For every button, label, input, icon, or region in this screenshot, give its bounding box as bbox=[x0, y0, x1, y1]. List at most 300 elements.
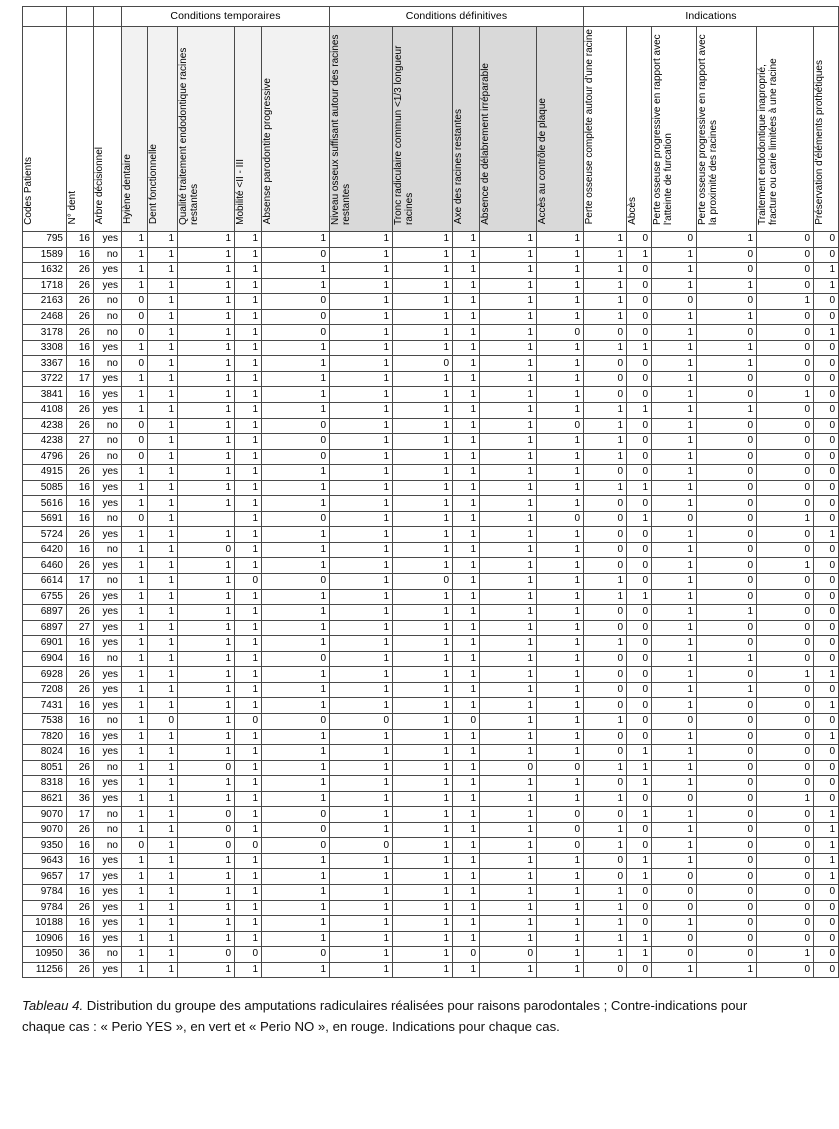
cell-condition: 1 bbox=[235, 542, 262, 558]
cell-decision-tree: no bbox=[94, 822, 122, 838]
cell-condition: 1 bbox=[537, 931, 584, 947]
cell-decision-tree: yes bbox=[94, 480, 122, 496]
cell-indication: 0 bbox=[697, 371, 757, 387]
cell-indication: 0 bbox=[814, 900, 839, 916]
cell-patient-code: 2468 bbox=[23, 309, 67, 325]
cell-condition: 1 bbox=[393, 263, 453, 279]
cell-condition: 1 bbox=[235, 745, 262, 761]
cell-indication: 0 bbox=[757, 356, 814, 372]
column-header-d4 bbox=[480, 27, 537, 232]
cell-indication: 1 bbox=[584, 884, 627, 900]
cell-decision-tree: yes bbox=[94, 496, 122, 512]
cell-indication: 0 bbox=[697, 418, 757, 434]
cell-condition: 0 bbox=[178, 822, 235, 838]
cell-condition: 1 bbox=[453, 620, 480, 636]
table-row bbox=[23, 869, 839, 885]
cell-patient-code: 4238 bbox=[23, 418, 67, 434]
cell-condition: 1 bbox=[148, 745, 178, 761]
cell-condition: 0 bbox=[178, 947, 235, 963]
cell-decision-tree: yes bbox=[94, 387, 122, 403]
table-row bbox=[23, 309, 839, 325]
cell-condition: 1 bbox=[148, 418, 178, 434]
caption-label: Tableau 4. bbox=[22, 998, 84, 1014]
cell-indication: 0 bbox=[757, 776, 814, 792]
cell-indication: 1 bbox=[814, 807, 839, 823]
cell-condition: 1 bbox=[453, 480, 480, 496]
cell-condition: 1 bbox=[330, 900, 393, 916]
cell-condition: 0 bbox=[262, 574, 330, 590]
cell-condition: 1 bbox=[537, 589, 584, 605]
cell-condition: 1 bbox=[178, 713, 235, 729]
cell-tooth-number: 16 bbox=[67, 931, 94, 947]
cell-condition: 1 bbox=[122, 371, 148, 387]
cell-condition: 1 bbox=[178, 371, 235, 387]
cell-condition: 1 bbox=[537, 232, 584, 248]
table-row bbox=[23, 791, 839, 807]
cell-condition: 1 bbox=[537, 496, 584, 512]
cell-condition: 1 bbox=[235, 294, 262, 310]
cell-condition: 0 bbox=[235, 838, 262, 854]
cell-indication: 0 bbox=[584, 325, 627, 341]
cell-condition: 1 bbox=[330, 542, 393, 558]
cell-indication: 1 bbox=[697, 651, 757, 667]
cell-condition: 1 bbox=[330, 620, 393, 636]
column-header-label: Niveau osseux suffisant autour des racines restantes bbox=[330, 34, 353, 225]
cell-indication: 0 bbox=[652, 947, 697, 963]
cell-condition: 1 bbox=[262, 931, 330, 947]
cell-condition: 1 bbox=[480, 776, 537, 792]
cell-decision-tree: yes bbox=[94, 403, 122, 419]
cell-condition: 1 bbox=[235, 884, 262, 900]
column-header-i3 bbox=[652, 27, 697, 232]
cell-condition: 1 bbox=[235, 356, 262, 372]
cell-condition: 1 bbox=[480, 651, 537, 667]
cell-decision-tree: no bbox=[94, 449, 122, 465]
table-row bbox=[23, 356, 839, 372]
cell-condition: 1 bbox=[148, 309, 178, 325]
cell-condition: 1 bbox=[480, 403, 537, 419]
cell-indication: 0 bbox=[757, 729, 814, 745]
cell-condition: 1 bbox=[453, 589, 480, 605]
cell-condition: 1 bbox=[453, 340, 480, 356]
cell-indication: 1 bbox=[584, 900, 627, 916]
table-row bbox=[23, 418, 839, 434]
cell-indication: 1 bbox=[652, 620, 697, 636]
cell-condition: 1 bbox=[453, 884, 480, 900]
cell-indication: 1 bbox=[627, 340, 652, 356]
cell-tooth-number: 17 bbox=[67, 574, 94, 590]
cell-decision-tree: no bbox=[94, 713, 122, 729]
cell-condition: 1 bbox=[148, 651, 178, 667]
cell-condition: 1 bbox=[148, 729, 178, 745]
cell-indication: 1 bbox=[584, 822, 627, 838]
cell-condition: 1 bbox=[178, 589, 235, 605]
cell-indication: 0 bbox=[697, 667, 757, 683]
cell-condition: 1 bbox=[178, 916, 235, 932]
cell-condition: 1 bbox=[393, 962, 453, 978]
cell-condition: 1 bbox=[235, 791, 262, 807]
cell-condition: 1 bbox=[148, 278, 178, 294]
table-row bbox=[23, 776, 839, 792]
cell-patient-code: 7208 bbox=[23, 682, 67, 698]
column-header-row bbox=[23, 27, 839, 232]
cell-tooth-number: 26 bbox=[67, 294, 94, 310]
cell-indication: 1 bbox=[584, 947, 627, 963]
cell-condition: 1 bbox=[148, 931, 178, 947]
cell-condition: 1 bbox=[393, 418, 453, 434]
cell-condition: 1 bbox=[330, 884, 393, 900]
cell-indication: 1 bbox=[652, 745, 697, 761]
cell-indication: 0 bbox=[697, 776, 757, 792]
cell-condition: 1 bbox=[330, 465, 393, 481]
cell-condition: 0 bbox=[262, 449, 330, 465]
cell-patient-code: 6928 bbox=[23, 667, 67, 683]
cell-indication: 0 bbox=[697, 496, 757, 512]
cell-condition: 1 bbox=[235, 807, 262, 823]
cell-indication: 1 bbox=[584, 434, 627, 450]
cell-condition: 1 bbox=[453, 449, 480, 465]
cell-indication: 0 bbox=[584, 496, 627, 512]
cell-condition: 1 bbox=[393, 387, 453, 403]
cell-condition: 1 bbox=[178, 574, 235, 590]
cell-indication: 0 bbox=[757, 403, 814, 419]
cell-indication: 0 bbox=[814, 636, 839, 652]
cell-condition: 1 bbox=[178, 340, 235, 356]
cell-indication: 1 bbox=[652, 760, 697, 776]
cell-condition: 1 bbox=[480, 822, 537, 838]
cell-decision-tree: yes bbox=[94, 340, 122, 356]
cell-indication: 0 bbox=[814, 589, 839, 605]
cell-condition: 1 bbox=[393, 511, 453, 527]
table-body bbox=[23, 232, 839, 978]
cell-condition: 1 bbox=[262, 371, 330, 387]
cell-condition: 1 bbox=[537, 853, 584, 869]
cell-indication: 0 bbox=[757, 232, 814, 248]
cell-condition: 1 bbox=[122, 962, 148, 978]
cell-indication: 0 bbox=[814, 403, 839, 419]
cell-condition: 1 bbox=[148, 247, 178, 263]
cell-condition: 1 bbox=[235, 853, 262, 869]
cell-indication: 1 bbox=[584, 278, 627, 294]
cell-patient-code: 8621 bbox=[23, 791, 67, 807]
column-header-label: Absence de délabrement irréparable bbox=[480, 62, 491, 225]
cell-indication: 1 bbox=[652, 807, 697, 823]
cell-indication: 1 bbox=[697, 232, 757, 248]
table-row bbox=[23, 962, 839, 978]
cell-condition: 1 bbox=[330, 698, 393, 714]
cell-indication: 1 bbox=[627, 247, 652, 263]
cell-condition: 1 bbox=[148, 667, 178, 683]
column-header-label: Arbre décisionnel bbox=[94, 147, 105, 225]
cell-condition: 1 bbox=[393, 247, 453, 263]
cell-indication: 1 bbox=[584, 480, 627, 496]
cell-condition: 1 bbox=[480, 916, 537, 932]
cell-decision-tree: yes bbox=[94, 698, 122, 714]
cell-condition: 0 bbox=[122, 309, 148, 325]
cell-decision-tree: no bbox=[94, 418, 122, 434]
cell-indication: 0 bbox=[814, 620, 839, 636]
cell-condition: 1 bbox=[262, 729, 330, 745]
cell-tooth-number: 16 bbox=[67, 729, 94, 745]
cell-tooth-number: 26 bbox=[67, 325, 94, 341]
cell-condition: 0 bbox=[537, 838, 584, 854]
cell-condition: 1 bbox=[122, 916, 148, 932]
cell-condition: 1 bbox=[122, 667, 148, 683]
cell-condition: 1 bbox=[178, 527, 235, 543]
cell-indication: 1 bbox=[627, 931, 652, 947]
cell-indication: 0 bbox=[627, 636, 652, 652]
cell-condition: 1 bbox=[480, 791, 537, 807]
cell-indication: 0 bbox=[697, 511, 757, 527]
cell-decision-tree: yes bbox=[94, 465, 122, 481]
cell-decision-tree: yes bbox=[94, 682, 122, 698]
cell-condition: 1 bbox=[178, 931, 235, 947]
cell-condition: 1 bbox=[178, 620, 235, 636]
cell-condition: 0 bbox=[122, 449, 148, 465]
cell-condition: 1 bbox=[393, 931, 453, 947]
cell-condition: 0 bbox=[262, 947, 330, 963]
cell-condition: 0 bbox=[122, 356, 148, 372]
cell-tooth-number: 26 bbox=[67, 682, 94, 698]
cell-condition: 1 bbox=[262, 527, 330, 543]
cell-condition: 1 bbox=[453, 698, 480, 714]
cell-indication: 1 bbox=[584, 931, 627, 947]
cell-indication: 0 bbox=[814, 651, 839, 667]
cell-indication: 1 bbox=[627, 589, 652, 605]
cell-indication: 0 bbox=[814, 947, 839, 963]
cell-condition: 1 bbox=[393, 434, 453, 450]
cell-condition: 1 bbox=[330, 745, 393, 761]
cell-indication: 0 bbox=[584, 387, 627, 403]
column-header-label: Perte osseuse progressive en rapport avec la proximité des racines bbox=[697, 33, 720, 225]
cell-indication: 0 bbox=[697, 387, 757, 403]
cell-condition: 1 bbox=[393, 309, 453, 325]
cell-condition: 1 bbox=[537, 729, 584, 745]
table-row bbox=[23, 278, 839, 294]
cell-condition: 0 bbox=[262, 807, 330, 823]
cell-condition: 1 bbox=[148, 542, 178, 558]
cell-indication: 0 bbox=[757, 480, 814, 496]
cell-tooth-number: 16 bbox=[67, 387, 94, 403]
cell-patient-code: 9784 bbox=[23, 884, 67, 900]
cell-indication: 0 bbox=[627, 278, 652, 294]
cell-condition: 1 bbox=[330, 496, 393, 512]
cell-condition: 1 bbox=[235, 480, 262, 496]
cell-indication: 0 bbox=[697, 822, 757, 838]
cell-condition: 1 bbox=[148, 791, 178, 807]
cell-condition: 1 bbox=[453, 760, 480, 776]
cell-patient-code: 8024 bbox=[23, 745, 67, 761]
cell-indication: 0 bbox=[652, 869, 697, 885]
cell-condition: 1 bbox=[148, 574, 178, 590]
column-header-i4 bbox=[697, 27, 757, 232]
cell-condition: 1 bbox=[262, 558, 330, 574]
cell-condition: 1 bbox=[148, 822, 178, 838]
cell-indication: 0 bbox=[814, 247, 839, 263]
cell-condition: 1 bbox=[480, 807, 537, 823]
cell-indication: 0 bbox=[584, 542, 627, 558]
cell-condition: 1 bbox=[480, 900, 537, 916]
cell-indication: 0 bbox=[697, 263, 757, 279]
cell-indication: 1 bbox=[627, 403, 652, 419]
cell-condition: 1 bbox=[235, 340, 262, 356]
cell-indication: 0 bbox=[627, 465, 652, 481]
cell-condition: 1 bbox=[148, 605, 178, 621]
cell-condition: 1 bbox=[235, 698, 262, 714]
cell-condition: 1 bbox=[178, 605, 235, 621]
cell-condition: 1 bbox=[330, 667, 393, 683]
cell-condition: 1 bbox=[480, 869, 537, 885]
cell-patient-code: 11256 bbox=[23, 962, 67, 978]
cell-indication: 1 bbox=[584, 418, 627, 434]
cell-indication: 0 bbox=[652, 884, 697, 900]
cell-indication: 0 bbox=[584, 605, 627, 621]
cell-indication: 1 bbox=[584, 713, 627, 729]
cell-indication: 0 bbox=[814, 713, 839, 729]
cell-indication: 0 bbox=[652, 931, 697, 947]
cell-condition: 1 bbox=[393, 853, 453, 869]
cell-indication: 1 bbox=[757, 947, 814, 963]
table-row bbox=[23, 838, 839, 854]
cell-indication: 0 bbox=[757, 465, 814, 481]
table-row bbox=[23, 605, 839, 621]
cell-condition: 1 bbox=[537, 294, 584, 310]
table-row bbox=[23, 636, 839, 652]
cell-indication: 0 bbox=[697, 931, 757, 947]
cell-condition: 1 bbox=[330, 278, 393, 294]
cell-indication: 0 bbox=[814, 371, 839, 387]
cell-condition: 1 bbox=[122, 558, 148, 574]
cell-condition: 1 bbox=[122, 589, 148, 605]
cell-condition: 1 bbox=[178, 884, 235, 900]
cell-indication: 1 bbox=[652, 651, 697, 667]
table-row bbox=[23, 527, 839, 543]
group-header-blank bbox=[94, 7, 122, 27]
cell-indication: 0 bbox=[757, 605, 814, 621]
cell-condition: 0 bbox=[235, 713, 262, 729]
cell-patient-code: 3367 bbox=[23, 356, 67, 372]
cell-condition: 1 bbox=[178, 636, 235, 652]
cell-patient-code: 5085 bbox=[23, 480, 67, 496]
cell-condition: 1 bbox=[122, 263, 148, 279]
cell-condition: 1 bbox=[453, 667, 480, 683]
cell-condition: 0 bbox=[148, 713, 178, 729]
cell-decision-tree: no bbox=[94, 542, 122, 558]
cell-condition: 1 bbox=[122, 480, 148, 496]
cell-condition: 1 bbox=[537, 403, 584, 419]
cell-condition: 1 bbox=[262, 278, 330, 294]
cell-condition: 1 bbox=[480, 387, 537, 403]
table-head bbox=[23, 7, 839, 232]
cell-indication: 0 bbox=[757, 527, 814, 543]
cell-patient-code: 7538 bbox=[23, 713, 67, 729]
cell-condition: 0 bbox=[330, 838, 393, 854]
cell-condition: 1 bbox=[537, 247, 584, 263]
cell-condition: 1 bbox=[393, 667, 453, 683]
cell-condition: 0 bbox=[178, 838, 235, 854]
cell-condition: 1 bbox=[480, 232, 537, 248]
cell-condition: 1 bbox=[262, 869, 330, 885]
cell-condition: 1 bbox=[262, 542, 330, 558]
cell-indication: 0 bbox=[697, 869, 757, 885]
table-row bbox=[23, 449, 839, 465]
cell-condition: 1 bbox=[178, 745, 235, 761]
cell-condition: 1 bbox=[330, 589, 393, 605]
cell-patient-code: 9070 bbox=[23, 822, 67, 838]
cell-indication: 0 bbox=[584, 356, 627, 372]
cell-condition: 1 bbox=[235, 309, 262, 325]
cell-condition: 1 bbox=[537, 449, 584, 465]
cell-decision-tree: yes bbox=[94, 605, 122, 621]
cell-indication: 1 bbox=[652, 838, 697, 854]
cell-condition: 1 bbox=[178, 387, 235, 403]
cell-patient-code: 6420 bbox=[23, 542, 67, 558]
cell-tooth-number: 16 bbox=[67, 853, 94, 869]
cell-condition: 1 bbox=[235, 263, 262, 279]
cell-condition: 1 bbox=[330, 760, 393, 776]
table-row bbox=[23, 589, 839, 605]
cell-condition: 1 bbox=[393, 605, 453, 621]
cell-condition: 1 bbox=[235, 496, 262, 512]
cell-indication: 0 bbox=[757, 745, 814, 761]
cell-indication: 0 bbox=[627, 309, 652, 325]
cell-condition: 0 bbox=[262, 309, 330, 325]
cell-patient-code: 3841 bbox=[23, 387, 67, 403]
cell-indication: 0 bbox=[757, 636, 814, 652]
cell-condition: 1 bbox=[262, 760, 330, 776]
cell-indication: 1 bbox=[584, 232, 627, 248]
cell-indication: 0 bbox=[814, 511, 839, 527]
cell-indication: 0 bbox=[584, 853, 627, 869]
cell-condition: 1 bbox=[330, 682, 393, 698]
cell-indication: 0 bbox=[814, 776, 839, 792]
cell-indication: 0 bbox=[627, 542, 652, 558]
cell-indication: 1 bbox=[652, 542, 697, 558]
cell-condition: 1 bbox=[537, 869, 584, 885]
cell-condition: 1 bbox=[178, 698, 235, 714]
cell-condition: 1 bbox=[537, 605, 584, 621]
cell-indication: 1 bbox=[697, 309, 757, 325]
cell-indication: 0 bbox=[757, 418, 814, 434]
cell-indication: 0 bbox=[814, 682, 839, 698]
cell-condition: 1 bbox=[148, 947, 178, 963]
cell-condition: 1 bbox=[537, 309, 584, 325]
cell-decision-tree: no bbox=[94, 947, 122, 963]
column-header-tooth bbox=[67, 27, 94, 232]
cell-indication: 0 bbox=[697, 434, 757, 450]
cell-condition: 1 bbox=[453, 387, 480, 403]
cell-condition: 1 bbox=[235, 403, 262, 419]
cell-indication: 1 bbox=[627, 511, 652, 527]
cell-patient-code: 6904 bbox=[23, 651, 67, 667]
table-row bbox=[23, 511, 839, 527]
cell-indication: 0 bbox=[814, 558, 839, 574]
cell-indication: 0 bbox=[757, 449, 814, 465]
cell-condition: 1 bbox=[330, 947, 393, 963]
cell-condition: 1 bbox=[480, 558, 537, 574]
cell-tooth-number: 26 bbox=[67, 309, 94, 325]
column-header-label: Dent fonctionnelle bbox=[148, 144, 159, 225]
cell-condition: 1 bbox=[537, 916, 584, 932]
table-row bbox=[23, 884, 839, 900]
column-header-label: Accès au contrôle de plaque bbox=[537, 98, 548, 225]
cell-condition: 1 bbox=[480, 667, 537, 683]
cell-condition: 1 bbox=[122, 791, 148, 807]
cell-condition: 1 bbox=[480, 745, 537, 761]
cell-condition: 0 bbox=[262, 294, 330, 310]
column-header-tree bbox=[94, 27, 122, 232]
cell-indication: 0 bbox=[697, 900, 757, 916]
